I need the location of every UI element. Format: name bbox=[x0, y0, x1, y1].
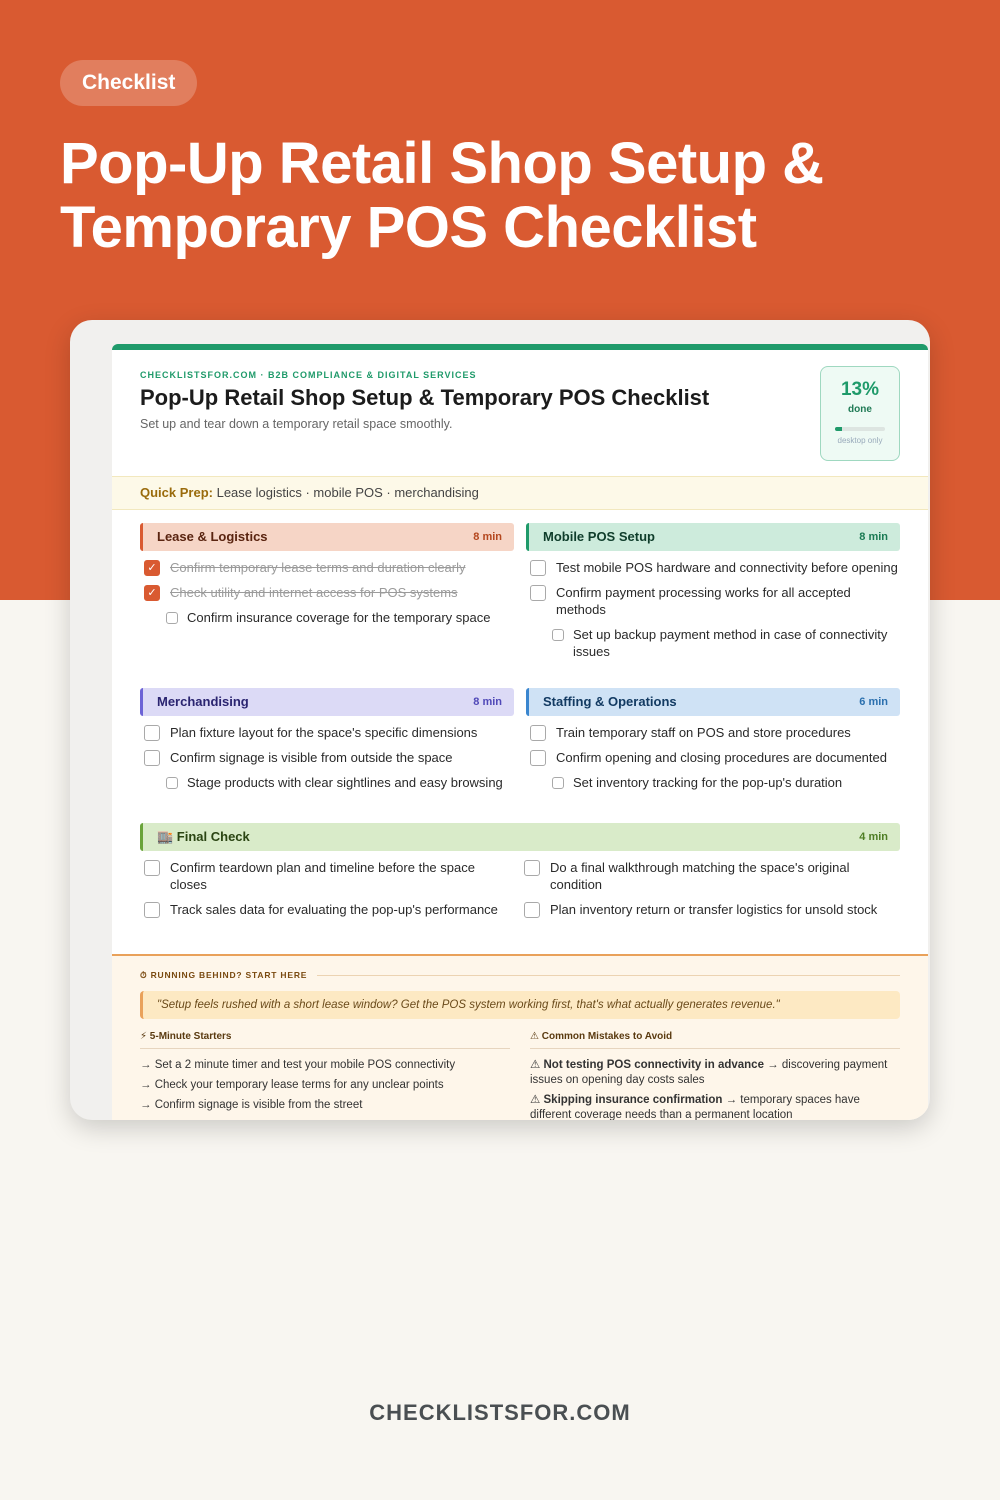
section-header[interactable] bbox=[140, 823, 900, 851]
checkbox[interactable] bbox=[530, 585, 546, 601]
checkbox[interactable] bbox=[530, 560, 546, 576]
checklist-item[interactable] bbox=[526, 774, 900, 791]
divider bbox=[317, 975, 900, 976]
checkbox[interactable] bbox=[524, 860, 540, 876]
checklist-item[interactable] bbox=[140, 774, 514, 791]
checklist-item[interactable] bbox=[526, 626, 900, 660]
footer-brand[interactable]: CHECKLISTSFOR.COM bbox=[369, 1400, 631, 1425]
section-header[interactable] bbox=[140, 688, 514, 716]
progress-label: done bbox=[848, 404, 872, 415]
checklist-item[interactable] bbox=[520, 859, 900, 893]
sheet-header bbox=[112, 350, 928, 476]
mistakes-column bbox=[530, 1031, 900, 1120]
checklist-item-label: Test mobile POS hardware and connectivity before opening bbox=[556, 560, 898, 575]
checklist-item[interactable] bbox=[526, 749, 900, 766]
checkbox[interactable] bbox=[144, 725, 160, 741]
checklist-item[interactable] bbox=[140, 901, 520, 918]
checklist-item-label: Train temporary staff on POS and store procedures bbox=[556, 725, 851, 740]
mistakes-list bbox=[530, 1058, 900, 1120]
checklist-item-label: Set inventory tracking for the pop-up's duration bbox=[573, 775, 843, 790]
checklist-section bbox=[526, 688, 900, 799]
checklist-item-label: Confirm opening and closing procedures are documented bbox=[556, 750, 887, 765]
mistake-item bbox=[530, 1058, 900, 1088]
running-behind-heading bbox=[140, 970, 900, 981]
checkbox[interactable] bbox=[144, 860, 160, 876]
section-time: 8 min bbox=[473, 696, 502, 708]
sections-grid bbox=[112, 510, 928, 950]
checklist-item-label: Track sales data for evaluating the pop-up's performance bbox=[170, 902, 498, 917]
final-check-cell bbox=[520, 859, 900, 901]
checklist-section bbox=[140, 823, 900, 926]
checkbox[interactable] bbox=[144, 902, 160, 918]
section-title: Lease & Logistics bbox=[157, 529, 268, 544]
section-time: 8 min bbox=[859, 531, 888, 543]
checkbox[interactable] bbox=[530, 725, 546, 741]
section-items bbox=[526, 559, 900, 660]
checklist-item-label: Set up backup payment method in case of connectivity issues bbox=[573, 627, 888, 659]
running-behind-title: ⏱ RUNNING BEHIND? START HERE bbox=[140, 970, 308, 980]
mistake-title: ⚠ Skipping insurance confirmation bbox=[530, 1094, 723, 1106]
mistakes-title: ⚠ Common Mistakes to Avoid bbox=[530, 1031, 900, 1049]
starters-title: ⚡ 5-Minute Starters bbox=[140, 1031, 510, 1049]
progress-percent: 13% bbox=[840, 379, 880, 400]
checkbox[interactable] bbox=[166, 612, 178, 624]
mistake-detail: → temporary spaces have different coverage needs than a permanent location bbox=[530, 1094, 860, 1120]
quick-prep-text: Lease logistics · mobile POS · merchandising bbox=[216, 485, 479, 500]
checked-checkbox[interactable]: ✓ bbox=[144, 560, 160, 576]
checklist-item[interactable] bbox=[526, 584, 900, 618]
section-time: 4 min bbox=[859, 831, 888, 843]
checkbox[interactable] bbox=[552, 629, 564, 641]
checklist-item[interactable] bbox=[140, 584, 514, 601]
checklist-item-label: Stage products with clear sightlines and easy browsing bbox=[187, 775, 503, 790]
checklist-item-label: Confirm temporary lease terms and duration clearly bbox=[170, 560, 466, 575]
final-check-cell bbox=[140, 901, 520, 926]
tip-quote: "Setup feels rushed with a short lease window? Get the POS system working first, that's what actually generates revenue." bbox=[140, 991, 900, 1019]
checklist-item[interactable] bbox=[526, 559, 900, 576]
checklist-sheet bbox=[112, 344, 928, 1120]
checklist-item-label: Confirm insurance coverage for the temporary space bbox=[187, 610, 491, 625]
checklist-item[interactable] bbox=[520, 901, 900, 918]
section-title: Mobile POS Setup bbox=[543, 529, 655, 544]
section-header[interactable] bbox=[526, 688, 900, 716]
section-items bbox=[140, 724, 514, 791]
section-items bbox=[140, 559, 514, 626]
section-header[interactable] bbox=[140, 523, 514, 551]
progress-box bbox=[820, 366, 900, 461]
final-check-cell bbox=[520, 901, 900, 926]
checklist-section bbox=[140, 688, 514, 799]
checklist-item[interactable] bbox=[140, 559, 514, 576]
section-title: Staffing & Operations bbox=[543, 694, 677, 709]
section-title: Merchandising bbox=[157, 694, 249, 709]
sheet-title: Pop-Up Retail Shop Setup & Temporary POS Checklist bbox=[140, 385, 710, 410]
checkbox[interactable] bbox=[144, 750, 160, 766]
brand-line: CHECKLISTSFOR.COM · B2B COMPLIANCE & DIGITAL SERVICES bbox=[140, 370, 477, 380]
checkbox[interactable] bbox=[530, 750, 546, 766]
checked-checkbox[interactable]: ✓ bbox=[144, 585, 160, 601]
progress-note: desktop only bbox=[837, 436, 883, 445]
mistake-item bbox=[530, 1093, 900, 1120]
section-time: 6 min bbox=[859, 696, 888, 708]
preview-card bbox=[70, 320, 930, 1120]
checklist-item-label: Confirm signage is visible from outside the space bbox=[170, 750, 453, 765]
starter-item: → Set a 2 minute timer and test your mobile POS connectivity bbox=[140, 1059, 456, 1071]
mistake-detail: → discovering payment issues on opening day costs sales bbox=[530, 1059, 888, 1086]
section-items bbox=[526, 724, 900, 791]
checklist-item-label: Plan inventory return or transfer logistics for unsold stock bbox=[550, 902, 878, 917]
checklist-item[interactable] bbox=[140, 749, 514, 766]
starter-item: → Confirm signage is visible from the street bbox=[140, 1099, 363, 1111]
hero-title: Pop-Up Retail Shop Setup & Temporary POS Checklist bbox=[60, 131, 824, 260]
checkbox[interactable] bbox=[552, 777, 564, 789]
checkbox[interactable] bbox=[524, 902, 540, 918]
checklist-item-label: Confirm payment processing works for all accepted methods bbox=[556, 585, 851, 617]
checklist-item-label: Confirm teardown plan and timeline before the space closes bbox=[170, 860, 475, 892]
final-check-items bbox=[140, 859, 900, 926]
running-behind-panel bbox=[112, 954, 928, 1120]
checklist-item[interactable] bbox=[140, 609, 514, 626]
quick-prep-label: Quick Prep: bbox=[140, 485, 213, 500]
starters-list bbox=[140, 1058, 510, 1113]
sheet-subtitle: Set up and tear down a temporary retail space smoothly. bbox=[140, 417, 453, 431]
behind-columns bbox=[140, 1031, 900, 1120]
checklist-item[interactable] bbox=[140, 724, 514, 741]
checkbox[interactable] bbox=[166, 777, 178, 789]
checklist-item[interactable] bbox=[140, 859, 520, 893]
checklist-section bbox=[526, 523, 900, 668]
mistake-title: ⚠ Not testing POS connectivity in advance bbox=[530, 1059, 764, 1071]
checklist-item-label: Do a final walkthrough matching the space's original condition bbox=[550, 860, 850, 892]
progress-bar-fill bbox=[835, 427, 842, 431]
category-pill[interactable]: Checklist bbox=[60, 60, 197, 106]
checklist-item[interactable] bbox=[526, 724, 900, 741]
section-header[interactable] bbox=[526, 523, 900, 551]
checklist-section bbox=[140, 523, 514, 634]
starters-column bbox=[140, 1031, 510, 1120]
checklist-item-label: Check utility and internet access for POS systems bbox=[170, 585, 458, 600]
checklist-item-label: Plan fixture layout for the space's specific dimensions bbox=[170, 725, 478, 740]
quick-prep-bar bbox=[112, 476, 928, 510]
starter-item: → Check your temporary lease terms for any unclear points bbox=[140, 1079, 444, 1091]
final-check-cell bbox=[140, 859, 520, 901]
section-time: 8 min bbox=[473, 531, 502, 543]
progress-bar bbox=[835, 427, 885, 431]
section-title: 🏬 Final Check bbox=[157, 829, 250, 844]
